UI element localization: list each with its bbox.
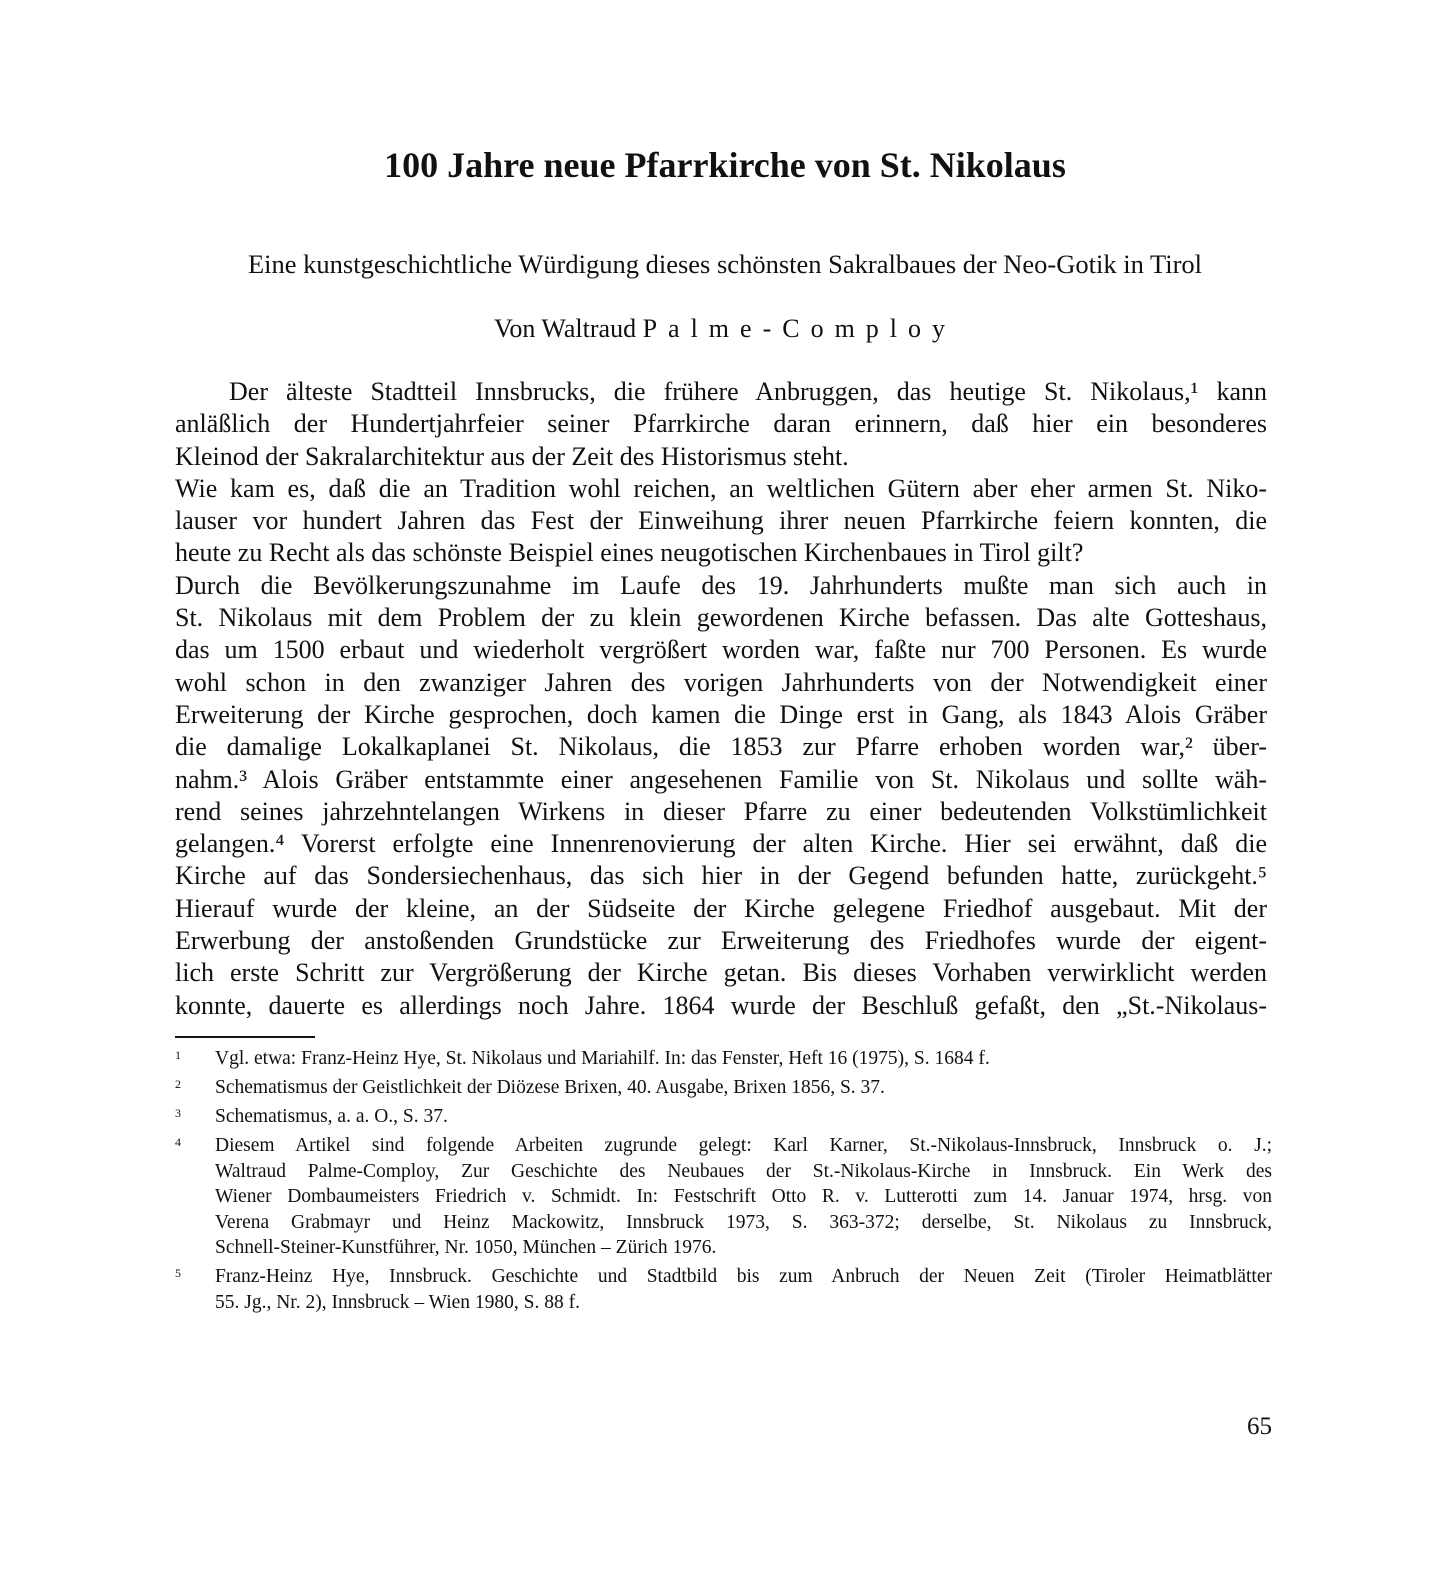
byline-prefix: Von Waltraud <box>493 314 637 343</box>
body-line: lauser vor hundert Jahren das Fest der Einweihung ihrer neuen Pfarrkirche feiern konnten, die <box>175 506 1267 536</box>
footnote-line: Wiener Dombaumeisters Friedrich v. Schmidt. In: Festschrift Otto R. v. Lutterotti zum 14. Januar 1974, hrsg. von <box>215 1186 1272 1207</box>
body-line: heute zu Recht als das schönste Beispiel eines neugotischen Kirchenbaues in Tirol gilt? <box>175 538 1084 568</box>
body-line: anläßlich der Hundertjahrfeier seiner Pfarrkirche daran erinnern, daß hier ein besonderes <box>175 409 1267 439</box>
body-line: Durch die Bevölkerungszunahme im Laufe des 19. Jahrhunderts mußte man sich auch in <box>175 570 1267 600</box>
body-line: Erweiterung der Kirche gesprochen, doch kamen die Dinge erst in Gang, als 1843 Alois Gräber <box>175 699 1267 729</box>
body-line: wohl schon in den zwanziger Jahren des vorigen Jahrhunderts von der Notwendigkeit einer <box>175 667 1267 697</box>
body-line: rend seines jahrzehntelangen Wirkens in dieser Pfarre zu einer bedeutenden Volkstümlichkeit <box>175 796 1267 826</box>
footnote-line: Diesem Artikel sind folgende Arbeiten zugrunde gelegt: Karl Karner, St.-Nikolaus-Innsbruck, Innsbruck o. J.; <box>215 1135 1272 1156</box>
footnote-number: 1 <box>175 1048 181 1062</box>
footnote-number: 2 <box>175 1077 181 1091</box>
article-title: 100 Jahre neue Pfarrkirche von St. Nikolaus <box>384 145 1066 185</box>
footnote-line: Schematismus, a. a. O., S. 37. <box>215 1106 448 1127</box>
body-line: nahm.³ Alois Gräber entstammte einer angesehenen Familie von St. Nikolaus und sollte wäh- <box>175 764 1267 794</box>
body-line: Kleinod der Sakralarchitektur aus der Zeit des Historismus steht. <box>175 441 849 471</box>
byline-author: Palme-Comploy <box>642 314 957 343</box>
footnote-line: Vgl. etwa: Franz-Heinz Hye, St. Nikolaus und Mariahilf. In: das Fenster, Heft 16 (1975), S. 1684 f. <box>215 1048 990 1069</box>
body-line: konnte, dauerte es allerdings noch Jahre. 1864 wurde der Beschluß gefaßt, den „St.-Nikolaus- <box>175 990 1267 1020</box>
body-line: Hierauf wurde der kleine, an der Südseite der Kirche gelegene Friedhof ausgebaut. Mit der <box>175 893 1267 923</box>
footnote-4 <box>175 1133 1272 1261</box>
body-line: die damalige Lokalkaplanei St. Nikolaus, die 1853 zur Pfarre erhoben worden war,² über- <box>175 732 1267 762</box>
byline <box>0 311 1450 347</box>
page-number: 65 <box>1247 1413 1272 1440</box>
footnote-number: 3 <box>175 1106 181 1120</box>
footnote-3 <box>175 1104 1272 1130</box>
footnote-line: Schnell-Steiner-Kunstführer, Nr. 1050, München – Zürich 1976. <box>215 1237 717 1258</box>
article-subtitle: Eine kunstgeschichtliche Würdigung dieses schönsten Sakralbaues der Neo-Gotik in Tirol <box>247 249 1203 279</box>
footnote-line: Verena Grabmayr und Heinz Mackowitz, Innsbruck 1973, S. 363-372; derselbe, St. Nikolaus zu Innsbruck, <box>215 1211 1272 1233</box>
body-line: lich erste Schritt zur Vergrößerung der Kirche getan. Bis dieses Vorhaben verwirklicht werden <box>175 958 1267 988</box>
body-line: das um 1500 erbaut und wiederholt vergrößert worden war, faßte nur 700 Personen. Es wurde <box>175 635 1267 665</box>
footnote-2 <box>175 1075 1272 1101</box>
body-line: Der älteste Stadtteil Innsbrucks, die frühere Anbruggen, das heutige St. Nikolaus,¹ kann <box>229 377 1267 406</box>
footnote-1 <box>175 1046 1272 1072</box>
footnote-line: Franz-Heinz Hye, Innsbruck. Geschichte und Stadtbild bis zum Anbruch der Neuen Zeit (Tiroler Heimatblätter <box>215 1266 1272 1287</box>
body-line: Erwerbung der anstoßenden Grundstücke zur Erweiterung des Friedhofes wurde der eigent- <box>175 926 1267 956</box>
footnote-number: 5 <box>175 1266 181 1280</box>
body-line: Wie kam es, daß die an Tradition wohl reichen, an weltlichen Gütern aber eher armen St. Niko- <box>175 473 1267 503</box>
body-text <box>175 376 1267 1022</box>
footnote-line: Schematismus der Geistlichkeit der Diözese Brixen, 40. Ausgabe, Brixen 1856, S. 37. <box>215 1077 885 1098</box>
footnote-line: Waltraud Palme-Comploy, Zur Geschichte des Neubaues der St.-Nikolaus-Kirche in Innsbruck. Ein Werk des <box>215 1160 1272 1182</box>
footnote-number: 4 <box>175 1135 181 1149</box>
body-line: gelangen.⁴ Vorerst erfolgte eine Innenrenovierung der alten Kirche. Hier sei erwähnt, daß die <box>175 829 1267 859</box>
body-line: St. Nikolaus mit dem Problem der zu klein gewordenen Kirche befassen. Das alte Gotteshaus, <box>175 603 1267 633</box>
body-line: Kirche auf das Sondersiechenhaus, das sich hier in der Gegend befunden hatte, zurückgeht.⁵ <box>175 861 1267 891</box>
footnote-line: 55. Jg., Nr. 2), Innsbruck – Wien 1980, S. 88 f. <box>215 1291 580 1313</box>
footnote-divider <box>175 1036 315 1038</box>
footnotes <box>175 1046 1272 1319</box>
footnote-5 <box>175 1264 1272 1315</box>
